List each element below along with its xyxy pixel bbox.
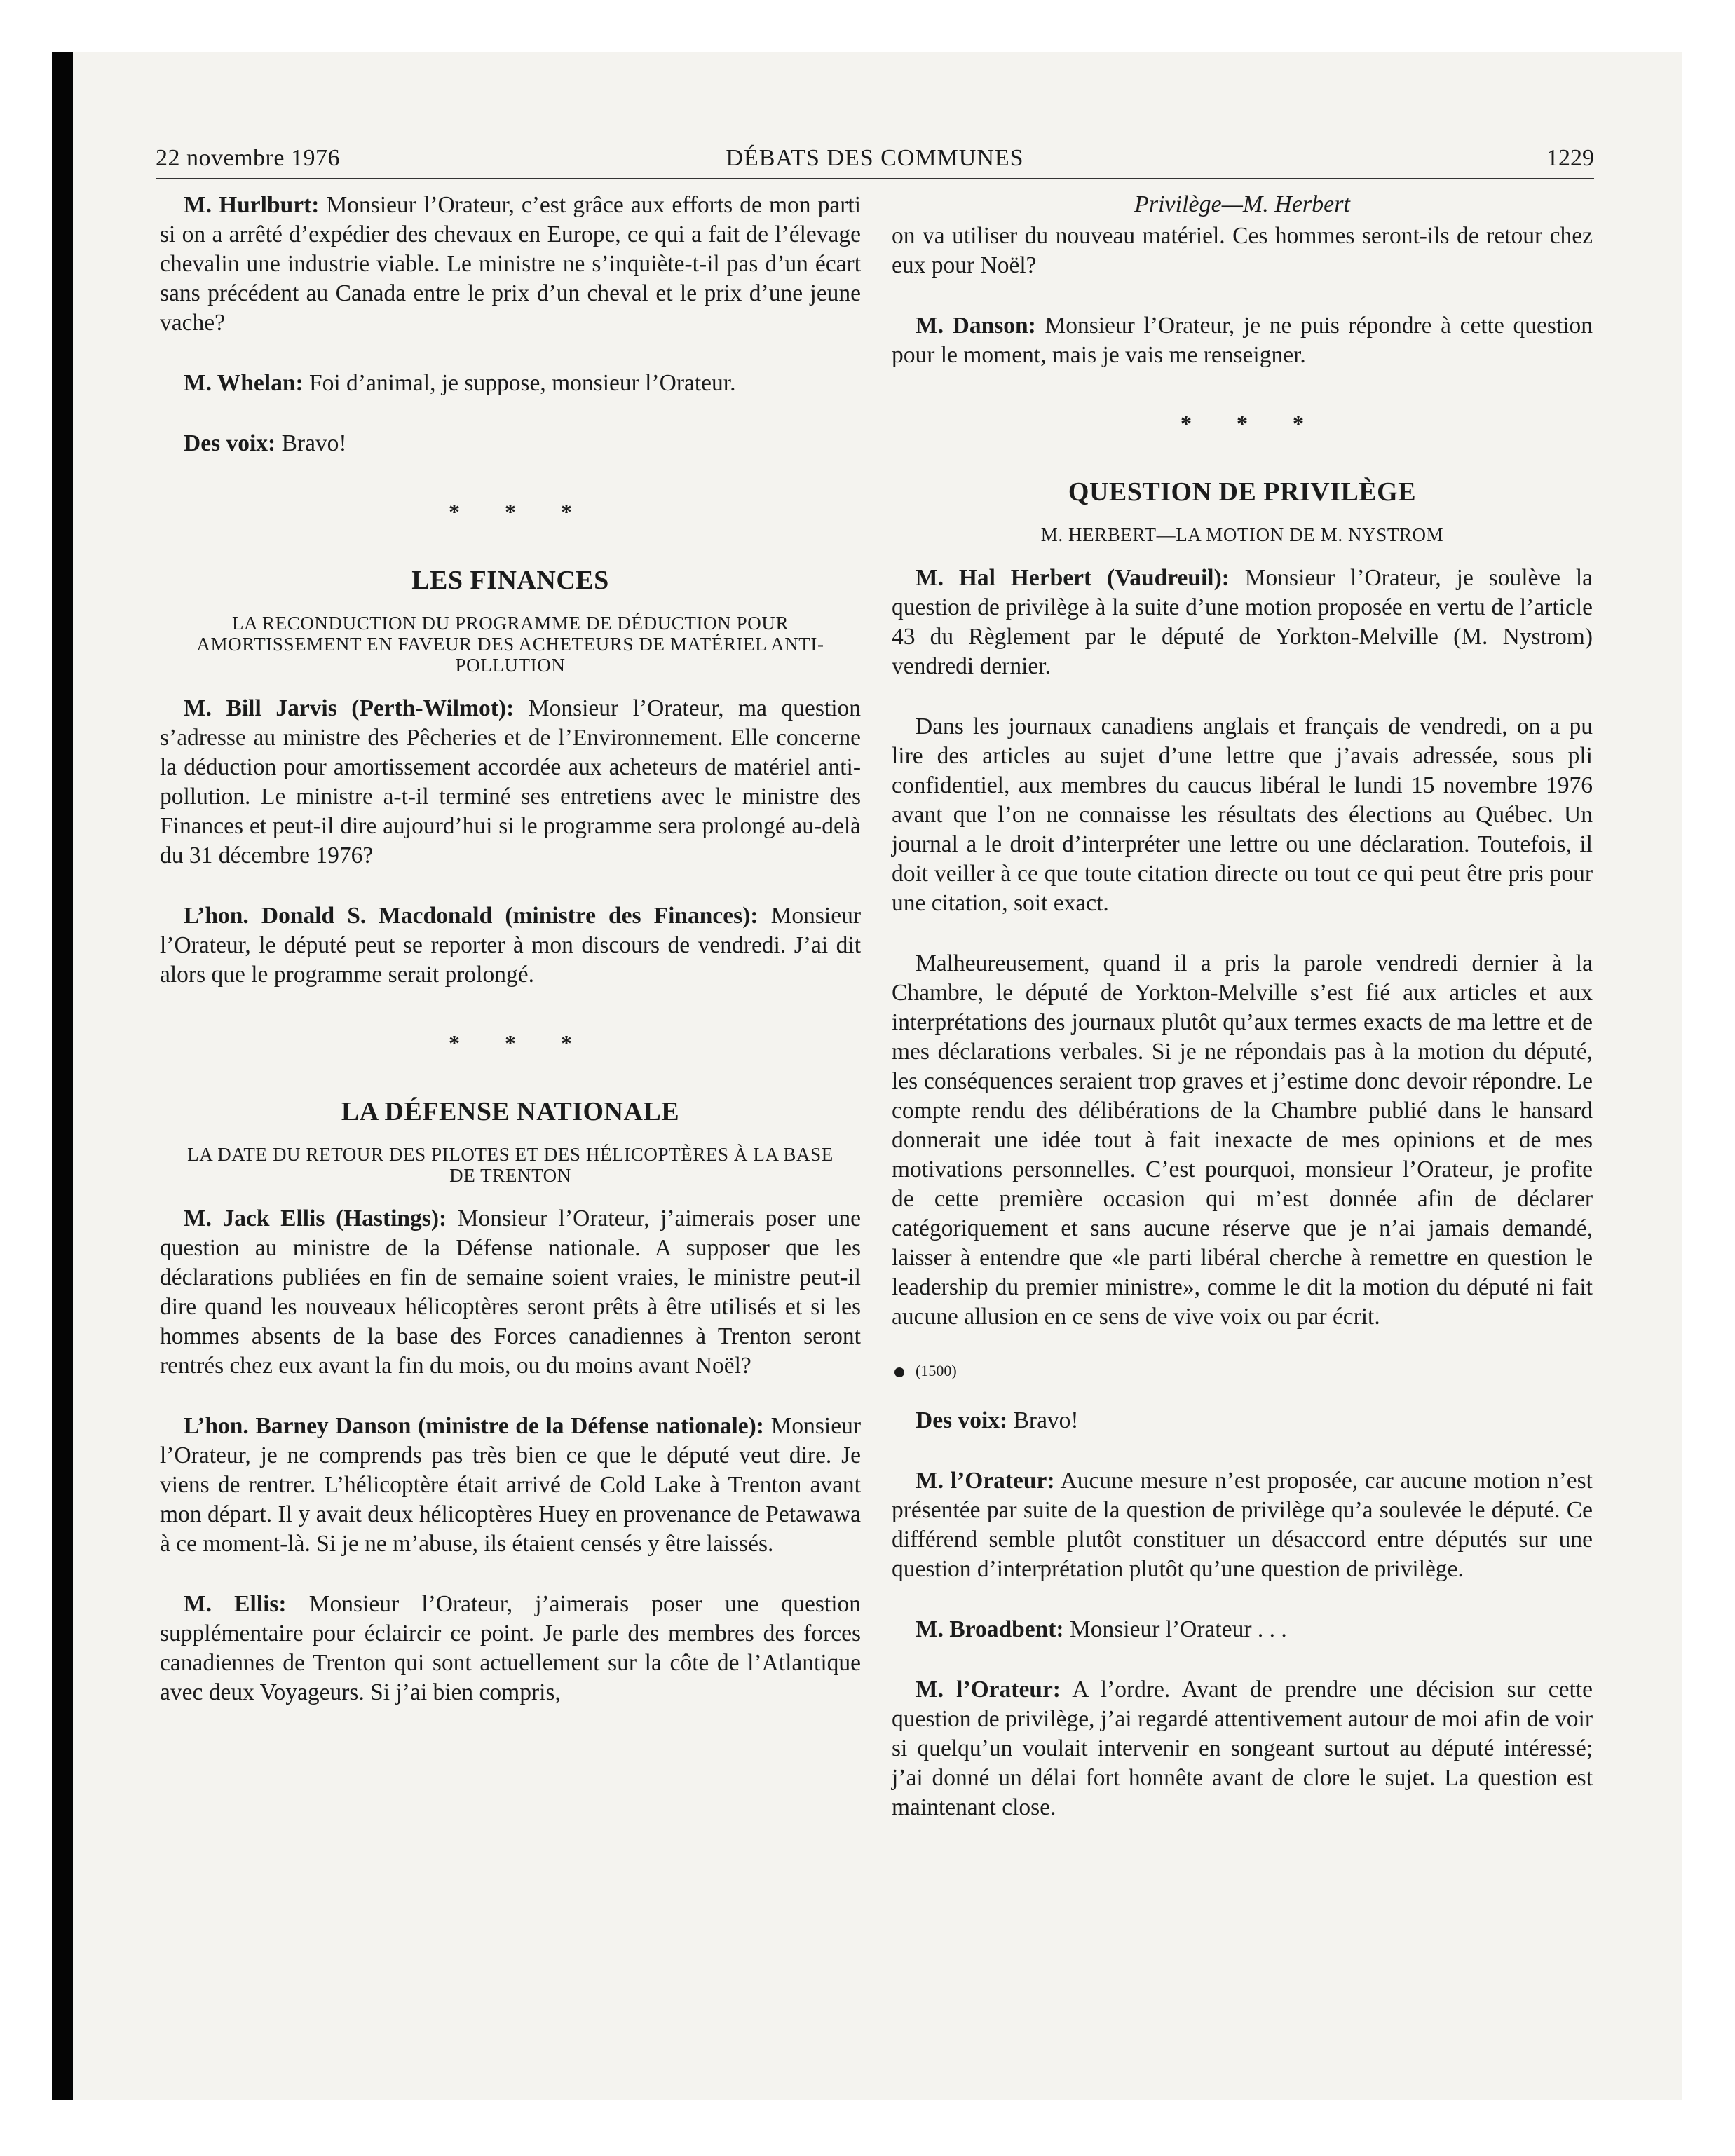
section-subtitle-finances: LA RECONDUCTION DU PROGRAMME DE DÉDUCTION POUR AMORTISSEMENT EN FAVEUR DES ACHETEURS DE MATÉRIEL ANTI-POLLUTION bbox=[196, 613, 824, 676]
speech-broadbent bbox=[892, 1615, 1593, 1644]
section-title-finances: LES FINANCES bbox=[411, 566, 609, 595]
speech-herbert-paragraph-3: Malheureusement, quand il a pris la parole vendredi dernier à la Chambre, le député de Yorkton-Melville s’est fié aux articles et aux interprétations des journaux plutôt qu’aux termes exacts de ma lettre et de mes déclarations verbales. Si je ne répondais pas à la motion du député, les conséquences seraient trop graves et j’estime donc devoir répondre. Le compte rendu des délibérations de la Chambre publié dans le hansard donnerait une idée tout à fait inexacte de mes opinions et de mes motivations personnelles. C’est pourquoi, monsieur l’Orateur, je profite de cette première occasion qui m’est donnée afin de déclarer catégoriquement et sans aucune réserve que je n’ai jamais demandé, laisser à entendre que «le parti libéral cherche à remettre en question le leadership du premier ministre», comme le dit la motion du député ni fait aucune allusion en ce sens de vive voix ou par écrit. bbox=[892, 950, 1593, 1330]
speech-text: Foi d’animal, je suppose, monsieur l’Orateur. bbox=[308, 370, 736, 396]
speech-text: Monsieur l’Orateur, je ne puis répondre à cette question pour le moment, mais je vais me renseigner. bbox=[892, 313, 1593, 368]
speech-text: Monsieur l’Orateur, le député peut se reporter à mon discours de vendredi. J’ai dit alors que le programme serait prolongé. bbox=[160, 903, 861, 988]
speech-voices bbox=[160, 429, 861, 458]
timestamp-text: (1500) bbox=[916, 1362, 957, 1379]
running-head: Privilège—M. Herbert bbox=[1134, 191, 1350, 217]
speaker-name: M. Hurlburt: bbox=[184, 192, 320, 218]
header-journal-title: DÉBATS DES COMMUNES bbox=[726, 145, 1024, 171]
speech-text: A l’ordre. Avant de prendre une décision sur cette question de privilège, j’ai regardé attentivement autour de moi afin de voir si quelqu’un voulait intervenir en songeant surtout au député intéressé; j’ai donné un délai fort honnête avant de clore le sujet. La question est maintenant close. bbox=[892, 1677, 1593, 1820]
speaker-name: M. Broadbent: bbox=[916, 1616, 1064, 1642]
speech-text: Monsieur l’Orateur, c’est grâce aux efforts de mon parti si on a arrêté d’expédier des chevaux en Europe, ce qui a fait de l’élevage chevalin une industrie viable. Le ministre ne s’inquiète-t-il pas d’un écart sans précédent au Canada entre le prix d’un cheval et le prix d’une jeune vache? bbox=[160, 192, 862, 336]
speaker-name: M. Bill Jarvis (Perth-Wilmot): bbox=[184, 695, 515, 721]
section-subtitle-defense: LA DATE DU RETOUR DES PILOTES ET DES HÉLICOPTÈRES À LA BASE DE TRENTON bbox=[187, 1144, 834, 1186]
speech-text: Monsieur l’Orateur, je ne comprends pas très bien ce que le député veut dire. Je viens de rentrer. L’hélicoptère était arrivé de Cold Lake à Trenton avant mon départ. Il y avait deux hélicoptères Huey en provenance de Petawawa à ce moment-là. Si je ne m’abuse, ils étaient censés y être laissés. bbox=[160, 1413, 862, 1557]
speech-text: Aucune mesure n’est proposée, car aucune motion n’est présentée par suite de la question de privilège qu’a soulevée le député. Ce différend semble plutôt constituer un désaccord entre députés sur une question d’interprétation plutôt qu’une question de privilège. bbox=[892, 1468, 1593, 1582]
speaker-name: M. Danson: bbox=[916, 313, 1036, 339]
speaker-name: M. Hal Herbert (Vaudreuil): bbox=[916, 565, 1230, 591]
speech-danson-reply bbox=[892, 311, 1593, 370]
speech-ellis-supplementary bbox=[160, 1590, 861, 1707]
section-title-privilege: QUESTION DE PRIVILÈGE bbox=[1068, 477, 1417, 507]
speech-voices bbox=[892, 1406, 1593, 1435]
speaker-name: Des voix: bbox=[184, 430, 276, 456]
speaker-name: M. l’Orateur: bbox=[916, 1468, 1055, 1494]
speech-speaker-ruling bbox=[892, 1466, 1593, 1584]
speaker-name: M. Jack Ellis (Hastings): bbox=[184, 1206, 447, 1231]
header-date: 22 novembre 1976 bbox=[156, 145, 340, 171]
section-separator: * * * bbox=[1181, 411, 1324, 436]
speech-herbert-paragraph-2: Dans les journaux canadiens anglais et français de vendredi, on a pu lire des articles au sujet d’une lettre que j’avais adressée, sous pli confidentiel, aux membres du caucus libéral le lundi 15 novembre 1976 avant que l’on ne connaisse les résultats des élections au Québec. Un journal a le droit d’interpréter une lettre ou une déclaration. Toutefois, il doit veiller à ce que toute citation directe ou tout ce qui peut être pris pour une citation, soit exact. bbox=[892, 714, 1593, 916]
binding-edge bbox=[52, 52, 73, 2100]
speech-text: Bravo! bbox=[1013, 1407, 1079, 1433]
speaker-name: M. Ellis: bbox=[184, 1591, 287, 1617]
header-page-number: 1229 bbox=[1546, 145, 1594, 171]
speech-continuation: on va utiliser du nouveau matériel. Ces hommes seront-ils de retour chez eux pour Noël? bbox=[892, 223, 1593, 278]
timestamp bbox=[892, 1357, 1593, 1385]
speech-jarvis bbox=[160, 694, 861, 871]
page-header bbox=[156, 143, 1594, 179]
left-column bbox=[160, 191, 861, 1707]
speech-text: Monsieur l’Orateur, ma question s’adresse au ministre des Pêcheries et de l’Environnement. Elle concerne la déduction pour amortissement accordée aux acheteurs de matériel anti-pollution. Le ministre a-t-il terminé ses entretiens avec le ministre des Finances et peut-il dire aujourd’hui si le programme sera prolongé au-delà du 31 décembre 1976? bbox=[160, 695, 862, 868]
speech-ellis bbox=[160, 1204, 861, 1381]
bullet-icon bbox=[894, 1367, 904, 1377]
speech-text: Monsieur l’Orateur, j’aimerais poser une question supplémentaire pour éclaircir ce point. Je parle des membres des forces canadiennes de Trenton qui sont actuellement sur la côte de l’Atlantique avec deux Voyageurs. Si j’ai bien compris, bbox=[160, 1591, 862, 1705]
section-title-defense: LA DÉFENSE NATIONALE bbox=[341, 1097, 680, 1126]
speech-danson bbox=[160, 1412, 861, 1559]
speaker-name: Des voix: bbox=[916, 1407, 1008, 1433]
section-separator: * * * bbox=[449, 499, 592, 524]
speaker-name: L’hon. Barney Danson (ministre de la Défense nationale): bbox=[184, 1413, 764, 1439]
speech-macdonald bbox=[160, 901, 861, 990]
speaker-name: M. l’Orateur: bbox=[916, 1677, 1061, 1703]
right-column bbox=[892, 191, 1593, 1822]
speech-text: Monsieur l’Orateur, je soulève la question de privilège à la suite d’une motion proposée en vertu de l’article 43 du Règlement par le député de Yorkton-Melville (M. Nystrom) vendredi dernier. bbox=[892, 565, 1593, 679]
speech-herbert bbox=[892, 564, 1593, 681]
speech-speaker-closing bbox=[892, 1675, 1593, 1822]
speaker-name: M. Whelan: bbox=[184, 370, 304, 396]
section-separator: * * * bbox=[449, 1030, 592, 1056]
speech-hurlburt bbox=[160, 191, 861, 338]
speaker-name: L’hon. Donald S. Macdonald (ministre des Finances): bbox=[184, 903, 758, 929]
speech-whelan bbox=[160, 369, 861, 398]
section-subtitle-privilege: M. HERBERT—LA MOTION DE M. NYSTROM bbox=[1040, 524, 1444, 545]
speech-text: Monsieur l’Orateur . . . bbox=[1069, 1616, 1287, 1642]
speech-text: Monsieur l’Orateur, j’aimerais poser une question au ministre de la Défense nationale. A supposer que les déclarations publiées en fin de semaine soient vraies, le ministre peut-il dire quand les nouveaux hélicoptères seront prêts à être utilisés et si les hommes absents de la base des Forces canadiennes à Trenton seront rentrés chez eux avant la fin du mois, ou du moins avant Noël? bbox=[160, 1206, 861, 1379]
speech-text: Bravo! bbox=[281, 430, 347, 456]
